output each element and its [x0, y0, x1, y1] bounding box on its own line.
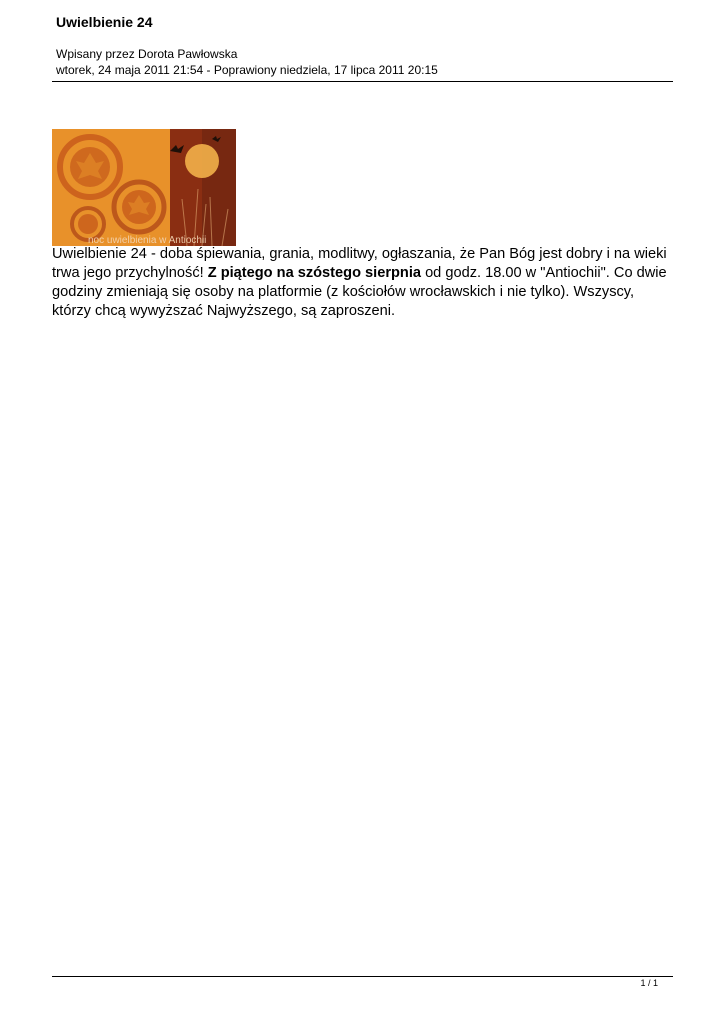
body-bold-date: Z piątego na szóstego sierpnia: [207, 265, 422, 281]
sun-shape: [185, 144, 219, 178]
body-text-2: od godz. 18.00 w "Antiochii". Co dwie godziny zmieniają się osoby na platformie (z kościołów wrocławskich i nie tylko). Wszyscy, którzy chcą wywyższać Najwyższego, są zaproszeni.: [52, 265, 667, 319]
author-line: Wpisany przez Dorota Pawłowska: [56, 47, 238, 61]
banner-caption: noc uwielbienia w Antiochii: [88, 235, 207, 246]
page-number: 1 / 1: [640, 978, 658, 988]
header-divider: [52, 81, 673, 82]
footer-divider: [52, 976, 673, 977]
event-banner-image: [52, 129, 236, 246]
body-text-1: Uwielbienie 24 - doba śpiewania, grania, modlitwy, ogłaszania, że Pan Bóg jest dobry i na wieki trwa jego przychylność!: [52, 246, 667, 281]
date-line: wtorek, 24 maja 2011 21:54 - Poprawiony niedziela, 17 lipca 2011 20:15: [56, 63, 438, 77]
page-title: Uwielbienie 24: [56, 14, 153, 30]
article-body: [52, 245, 676, 321]
article-meta: [56, 46, 438, 78]
